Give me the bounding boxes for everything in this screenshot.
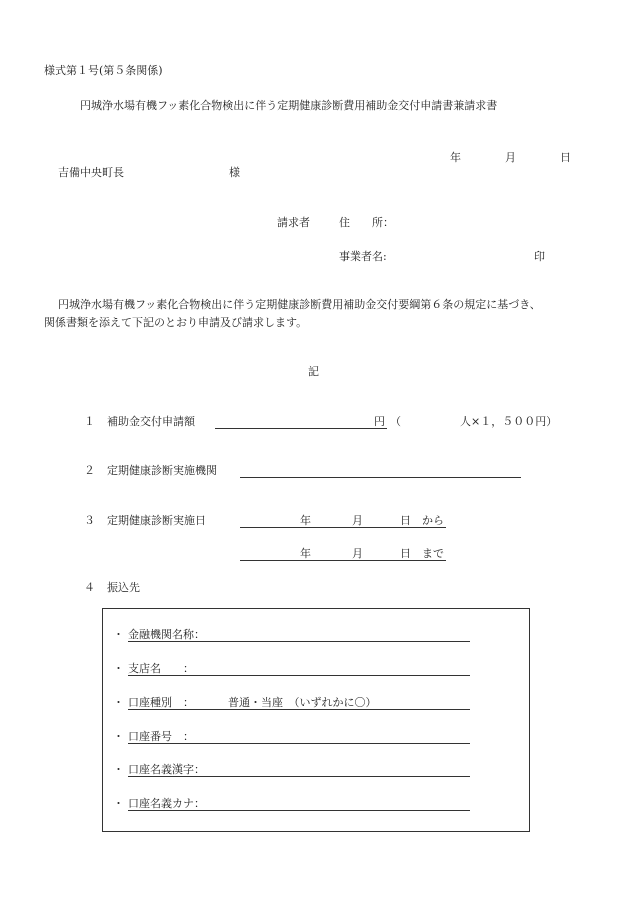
item4-label: 振込先: [107, 581, 140, 594]
business-name-label: 事業者名:: [339, 250, 387, 263]
account-type-label: 口座種別 ：: [128, 696, 194, 709]
account-type-options[interactable]: 普通・当座 （いずれかに〇）: [228, 696, 377, 709]
item1-number: １: [84, 415, 95, 428]
address-label: 住 所：: [339, 216, 394, 229]
branch-name-line[interactable]: [128, 675, 470, 676]
addressee-name: 吉備中央町長: [58, 166, 124, 179]
form-number-label: 様式第１号(第５条関係): [44, 64, 163, 77]
claimant-label: 請求者: [277, 216, 310, 229]
item3-from-suffix: から: [422, 514, 444, 527]
bank-row-bullet: ・: [113, 628, 124, 641]
item3-to-day: 日: [400, 547, 411, 560]
bank-row-bullet: ・: [113, 730, 124, 743]
item2-number: ２: [84, 464, 95, 477]
document-title: 円城浄水場有機フッ素化合物検出に伴う定期健康診断費用補助金交付申請書兼請求書: [80, 99, 498, 112]
item1-label: 補助金交付申請額: [107, 415, 195, 428]
date-month-label: 月: [505, 151, 516, 164]
account-holder-kanji-label: 口座名義漢字：: [128, 763, 205, 776]
item3-from-month: 月: [352, 514, 363, 527]
account-number-label: 口座番号 ：: [128, 730, 194, 743]
item1-paren-open: （: [390, 415, 401, 428]
item3-to-date-line[interactable]: [240, 560, 446, 561]
item3-to-month: 月: [352, 547, 363, 560]
item3-to-suffix: まで: [422, 547, 444, 560]
bank-name-line[interactable]: [128, 641, 470, 642]
date-year-label: 年: [450, 151, 461, 164]
item3-number: ３: [84, 514, 95, 527]
item1-yen-unit: 円: [374, 415, 385, 428]
item3-label: 定期健康診断実施日: [107, 514, 206, 527]
item2-label: 定期健康診断実施機関: [107, 464, 217, 477]
account-holder-kanji-line[interactable]: [128, 776, 470, 777]
item3-from-year: 年: [300, 514, 311, 527]
item3-from-date-line[interactable]: [240, 527, 446, 528]
bank-row-bullet: ・: [113, 662, 124, 675]
seal-mark: 印: [534, 250, 545, 263]
body-text-line-1: 円城浄水場有機フッ素化合物検出に伴う定期健康診断費用補助金交付要綱第６条の規定に基づき、: [58, 298, 541, 311]
account-holder-kana-label: 口座名義カナ：: [128, 797, 205, 810]
bank-row-bullet: ・: [113, 763, 124, 776]
item3-from-day: 日: [400, 514, 411, 527]
body-text-line-2: 関係書類を添えて下記のとおり申請及び請求します。: [44, 316, 308, 329]
date-day-label: 日: [560, 151, 571, 164]
item1-amount-line[interactable]: [215, 428, 387, 429]
item4-number: ４: [84, 581, 95, 594]
account-holder-kana-line[interactable]: [128, 810, 470, 811]
account-number-line[interactable]: [128, 743, 470, 744]
item1-calc-text: 人×１，５００円）: [460, 415, 558, 428]
addressee-honorific: 様: [229, 166, 240, 179]
item3-to-year: 年: [300, 547, 311, 560]
item2-institution-line[interactable]: [240, 477, 521, 478]
bank-row-bullet: ・: [113, 797, 124, 810]
branch-name-label: 支店名 ：: [128, 662, 194, 675]
account-type-line[interactable]: [128, 709, 470, 710]
bank-row-bullet: ・: [113, 696, 124, 709]
ki-heading: 記: [308, 365, 319, 378]
bank-name-label: 金融機関名称：: [128, 628, 205, 641]
